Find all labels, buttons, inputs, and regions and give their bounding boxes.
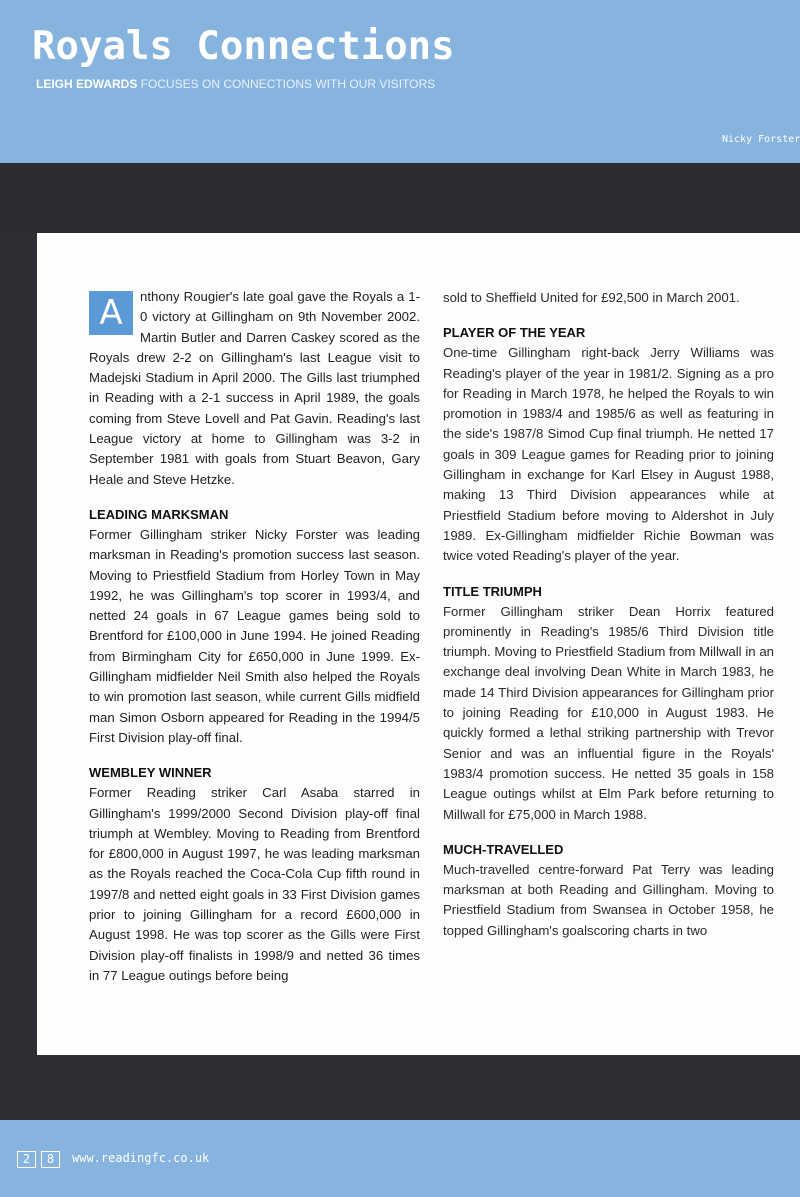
article-column-left bbox=[89, 287, 420, 986]
page-number-digit: 2 bbox=[17, 1151, 36, 1168]
section-heading: LEADING MARKSMAN bbox=[89, 506, 229, 522]
photo-caption: Nicky Forster bbox=[722, 134, 800, 145]
page-subtitle bbox=[36, 77, 435, 91]
section-heading: WEMBLEY WINNER bbox=[89, 765, 212, 781]
continued-text: sold to Sheffield United for £92,500 in March 2001. bbox=[443, 290, 740, 305]
drop-cap: A bbox=[89, 291, 133, 335]
section-body: Former Reading striker Carl Asaba starred in Gillingham's 1999/2000 Second Division play-off final triumph at Wembley. Moving to Reading from Brentford for £800,000 in August 1997, he was leading marksman as the Royals reached the Coca-Cola Cup fifth round in 1997/8 and netted eight goals in 33 First Division games prior to joining Gillingham for a record £600,000 in August 1998. He was top scorer as the Gills were First Division play-off finalists in 1998/9 and netted 36 times in 77 League outings before being bbox=[89, 785, 420, 983]
section-body: Much-travelled centre-forward Pat Terry was leading marksman at both Reading and Gillingham. Moving to Priestfield Stadium from Swansea in October 1958, he topped Gillingham's goalscoring charts in two bbox=[443, 861, 774, 938]
page-number-digit: 8 bbox=[41, 1151, 60, 1168]
photo-area bbox=[0, 163, 800, 233]
footer-website: www.readingfc.co.uk bbox=[72, 1151, 210, 1165]
page-title: Royals Connections bbox=[32, 24, 455, 69]
section-body: Former Gillingham striker Dean Horrix featured prominently in Reading's 1985/6 Third Division title triumph. Moving to Priestfield Stadium from Millwall in an exchange deal involving Dean White in March 1983, he made 14 Third Division appearances for Gillingham prior to joining Reading for £10,000 in August 1983. He quickly formed a lethal striking partnership with Trevor Senior and was an influential figure in the Royals' 1983/4 promotion success. He netted 35 goals in 158 League outings whilst at Elm Park before returning to Millwall for £75,000 in March 1988. bbox=[443, 603, 774, 822]
section-body: One-time Gillingham right-back Jerry Williams was Reading's player of the year in 1981/2. Signing as a pro for Reading in March 1978, he helped the Royals to win promotion in 1983/4 and 1985/6 as well as featuring in the side's 1987/8 Simod Cup final triumph. He netted 17 goals in 309 League games for Reading prior to joining Gillingham in exchange for Karl Elsey in August 1988, making 13 Third Division appearances while at Priestfield Stadium before moving to Aldershot in July 1989. Ex-Gillingham midfielder Richie Bowman was twice voted Reading's player of the year. bbox=[443, 345, 774, 564]
subtitle-text: FOCUSES ON CONNECTIONS WITH OUR VISITORS bbox=[137, 77, 436, 91]
section-heading: TITLE TRIUMPH bbox=[443, 583, 542, 599]
section-heading: PLAYER OF THE YEAR bbox=[443, 325, 586, 341]
intro-text: nthony Rougier's late goal gave the Royals a 1-0 victory at Gillingham on 9th November 2002. Martin Butler and Darren Caskey scored as the Royals drew 2-2 on Gillingham's last League visit to Madejski Stadium in April 2000. The Gills last triumphed in Reading with a 2-1 success in April 1989, the goals coming from Steve Lovell and Pat Gavin. Reading's last League victory at home to Gillingham was 3-2 in September 1981 with goals from Stuart Beavon, Gary Heale and Steve Hetzke. bbox=[89, 289, 420, 487]
intro-paragraph bbox=[89, 287, 420, 490]
section-body: Former Gillingham striker Nicky Forster was leading marksman in Reading's promotion success last season. Moving to Priestfield Stadium from Horley Town in May 1992, he was Gillingham's top scorer in 1993/4, and netted 24 goals in 67 League games being sold to Brentford for £100,000 in June 1994. He joined Reading from Birmingham City for £650,000 in June 1999. Ex-Gillingham midfielder Neil Smith also helped the Royals to win promotion last season, while current Gills midfield man Simon Osborn appeared for Reading in the 1994/5 First Division play-off final. bbox=[89, 526, 420, 745]
header-band bbox=[0, 0, 800, 163]
section-heading: MUCH-TRAVELLED bbox=[443, 841, 564, 857]
article-column-right bbox=[443, 288, 774, 941]
author-name: LEIGH EDWARDS bbox=[36, 77, 138, 91]
